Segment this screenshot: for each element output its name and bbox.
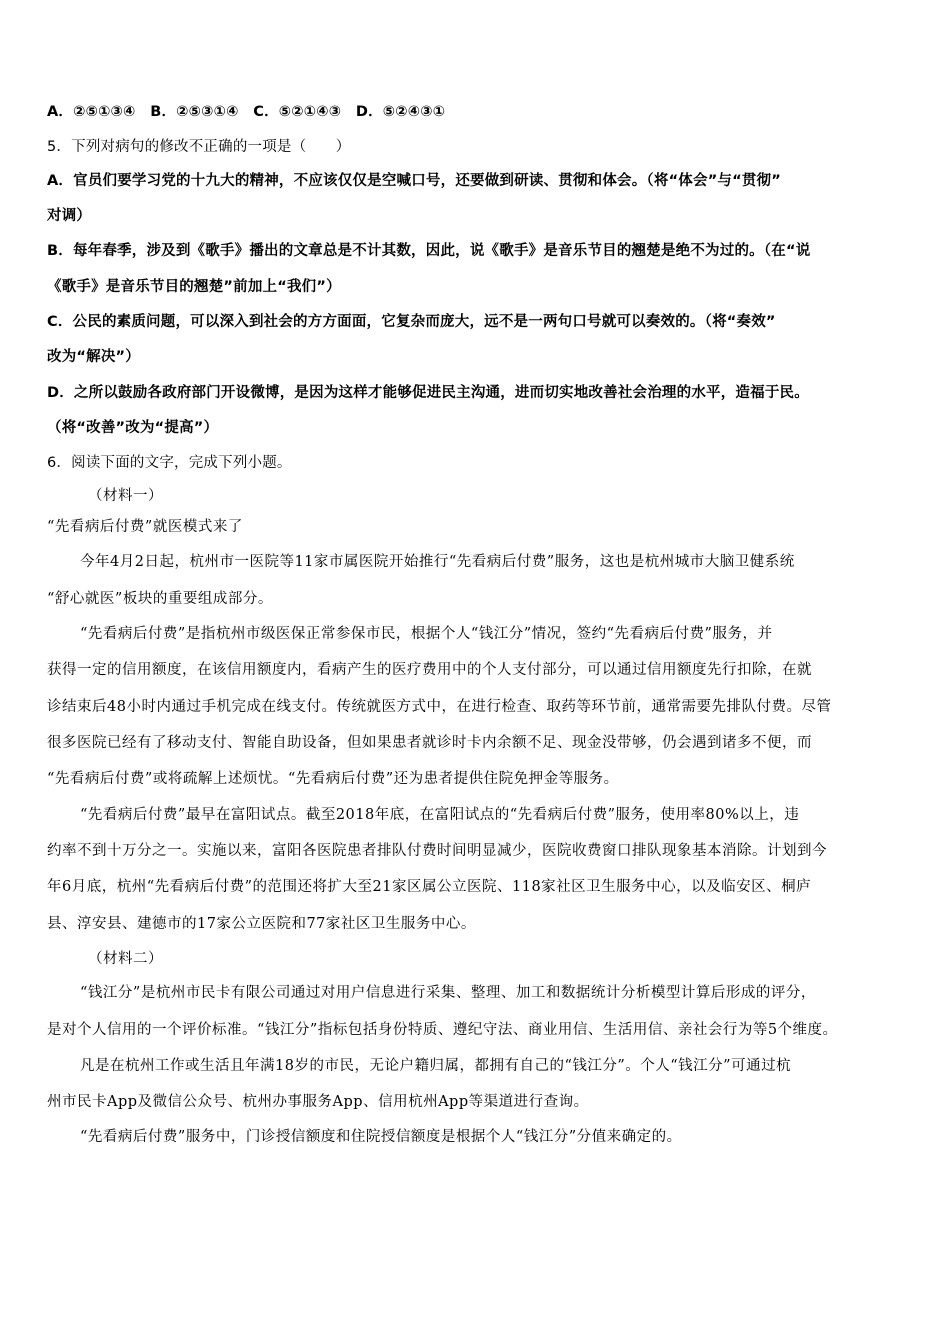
q5-option-a-line2: 对调） (47, 208, 92, 224)
paragraph-6-line1: “先看病后付费”服务中，门诊授信额度和住院授信额度是根据个人“钱江分”分值来确定的。 (80, 1129, 682, 1145)
q5-option-a-line1: A．官员们要学习党的十九大的精神，不应该仅仅是空喊口号，还要做到研读、贯彻和体会。（将“体会”与“贯彻” (47, 173, 781, 189)
q4-options: A．②⑤①③④ B．②⑤③①④ C．⑤②①④③ D．⑤②④③① (47, 104, 446, 120)
paragraph-2-line4: 很多医院已经有了移动支付、智能自助设备，但如果患者就诊时卡内余额不足、现金没带够，仍会遇到诸多不便，而 (47, 735, 812, 751)
q5-option-d-line1: D．之所以鼓励各政府部门开设微博，是因为这样才能够促进民主沟通，进而切实地改善社会治理的水平，造福于民。 (47, 385, 809, 401)
paragraph-5-line2: 州市民卡App及微信公众号、杭州办事服务App、信用杭州App等渠道进行查询。 (47, 1094, 589, 1110)
paragraph-3-line2: 约率不到十万分之一。实施以来，富阳各医院患者排队付费时间明显减少，医院收费窗口排队现象基本消除。计划到今 (47, 843, 827, 859)
paragraph-3-line3: 年6月底，杭州“先看病后付费”的范围还将扩大至21家区属公立医院、118家社区卫生服务中心，以及临安区、桐庐 (47, 879, 812, 895)
q5-option-b-line2: 《歌手》是音乐节目的翘楚”前加上“我们”） (47, 279, 341, 295)
paragraph-3-line4: 县、淳安县、建德市的17家公立医院和77家社区卫生服务中心。 (47, 916, 476, 932)
paragraph-1-line1: 今年4月2日起，杭州市一医院等11家市属医院开始推行“先看病后付费”服务，这也是杭州城市大脑卫健系统 (80, 554, 795, 570)
material2-label: （材料二） (88, 951, 163, 967)
paragraph-2-line5: “先看病后付费”或将疏解上述烦忧。“先看病后付费”还为患者提供住院免押金等服务。 (47, 771, 619, 787)
paragraph-2-line2: 获得一定的信用额度，在该信用额度内，看病产生的医疗费用中的个人支付部分，可以通过信用额度先行扣除，在就 (47, 662, 812, 678)
paragraph-4-line2: 是对个人信用的一个评价标准。“钱江分”指标包括身份特质、遵纪守法、商业用信、生活用信、亲社会行为等5个维度。 (47, 1022, 838, 1038)
material1-title: “先看病后付费”就医模式来了 (47, 519, 243, 535)
paragraph-5-line1: 凡是在杭州工作或生活且年满18岁的市民，无论户籍归属，都拥有自己的“钱江分”。个人“钱江分”可通过杭 (80, 1058, 792, 1074)
paragraph-1-line2: “舒心就医”板块的重要组成部分。 (47, 591, 273, 607)
paragraph-2-line1: “先看病后付费”是指杭州市级医保正常参保市民，根据个人“钱江分”情况，签约“先看病后付费”服务，并 (80, 626, 773, 642)
q5-option-c-line2: 改为“解决”） (47, 349, 140, 365)
q5-option-c-line1: C．公民的素质问题，可以深入到社会的方方面面，它复杂而庞大，远不是一两句口号就可以奏效的。（将“奏效” (47, 314, 776, 330)
paragraph-3-line1: “先看病后付费”最早在富阳试点。截至2018年底，在富阳试点的“先看病后付费”服务，使用率80%以上，违 (80, 807, 800, 823)
q5-stem: 5．下列对病句的修改不正确的一项是（ ） (47, 139, 351, 155)
material1-label: （材料一） (88, 488, 163, 504)
q6-stem: 6．阅读下面的文字，完成下列小题。 (47, 455, 292, 471)
q5-option-b-line1: B．每年春季，涉及到《歌手》播出的文章总是不计其数，因此，说《歌手》是音乐节目的翘楚是绝不为过的。（在“说 (47, 243, 811, 259)
paragraph-2-line3: 诊结束后48小时内通过手机完成在线支付。传统就医方式中，在进行检查、取药等环节前，通常需要先排队付费。尽管 (47, 699, 832, 715)
q5-option-d-line2: （将“改善”改为“提高”） (47, 420, 219, 436)
paragraph-4-line1: “钱江分”是杭州市民卡有限公司通过对用户信息进行采集、整理、加工和数据统计分析模型计算后形成的评分， (80, 985, 816, 1001)
